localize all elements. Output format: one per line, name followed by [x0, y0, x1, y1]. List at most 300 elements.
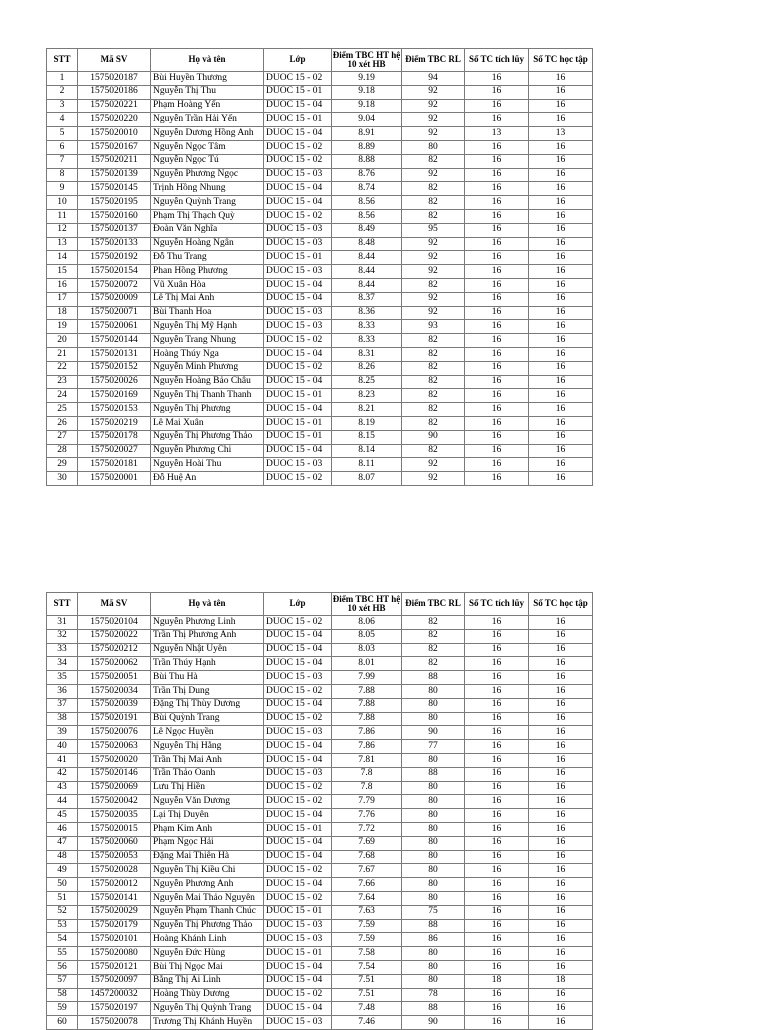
- cell-gpa: 8.19: [332, 416, 402, 430]
- cell-full-name: Hoàng Thúy Nga: [151, 347, 264, 361]
- cell-study-credits: 16: [529, 781, 593, 795]
- cell-full-name: Phạm Kim Anh: [151, 822, 264, 836]
- cell-class: DUOC 15 - 04: [264, 278, 332, 292]
- cell-full-name: Nguyễn Ngọc Tâm: [151, 140, 264, 154]
- cell-gpa: 7.88: [332, 712, 402, 726]
- cell-student-id: 1575020010: [78, 127, 151, 141]
- table-row: [47, 237, 593, 251]
- cell-conduct-score: 82: [402, 375, 465, 389]
- cell-accumulated-credits: 16: [465, 657, 529, 671]
- cell-conduct-score: 80: [402, 795, 465, 809]
- cell-study-credits: 16: [529, 458, 593, 472]
- table-row: [47, 334, 593, 348]
- cell-student-id: 1575020167: [78, 140, 151, 154]
- cell-accumulated-credits: 16: [465, 629, 529, 643]
- cell-class: DUOC 15 - 01: [264, 85, 332, 99]
- cell-student-id: 1575020012: [78, 878, 151, 892]
- cell-class: DUOC 15 - 03: [264, 320, 332, 334]
- cell-full-name: Nguyễn Trần Hải Yến: [151, 113, 264, 127]
- cell-accumulated-credits: 13: [465, 127, 529, 141]
- cell-student-id: 1575020063: [78, 740, 151, 754]
- cell-accumulated-credits: 16: [465, 726, 529, 740]
- cell-full-name: Nguyễn Hoàng Bảo Châu: [151, 375, 264, 389]
- cell-stt: 47: [47, 836, 78, 850]
- cell-full-name: Phạm Hoàng Yến: [151, 99, 264, 113]
- cell-gpa: 8.15: [332, 430, 402, 444]
- cell-full-name: Nguyễn Minh Phương: [151, 361, 264, 375]
- cell-gpa: 7.86: [332, 726, 402, 740]
- cell-conduct-score: 80: [402, 781, 465, 795]
- cell-study-credits: 16: [529, 629, 593, 643]
- cell-accumulated-credits: 16: [465, 836, 529, 850]
- cell-study-credits: 16: [529, 196, 593, 210]
- cell-accumulated-credits: 16: [465, 905, 529, 919]
- cell-student-id: 1575020080: [78, 947, 151, 961]
- cell-gpa: 7.59: [332, 933, 402, 947]
- cell-class: DUOC 15 - 02: [264, 864, 332, 878]
- cell-gpa: 8.23: [332, 389, 402, 403]
- cell-study-credits: 16: [529, 154, 593, 168]
- cell-conduct-score: 82: [402, 182, 465, 196]
- cell-gpa: 7.72: [332, 822, 402, 836]
- cell-gpa: 7.51: [332, 974, 402, 988]
- cell-accumulated-credits: 16: [465, 864, 529, 878]
- cell-class: DUOC 15 - 04: [264, 99, 332, 113]
- cell-stt: 3: [47, 99, 78, 113]
- cell-student-id: 1575020042: [78, 795, 151, 809]
- cell-stt: 4: [47, 113, 78, 127]
- cell-conduct-score: 88: [402, 1002, 465, 1016]
- cell-full-name: Nguyễn Thị Kiều Chi: [151, 864, 264, 878]
- cell-gpa: 7.68: [332, 850, 402, 864]
- cell-full-name: Phan Hồng Phương: [151, 265, 264, 279]
- cell-conduct-score: 82: [402, 643, 465, 657]
- cell-stt: 33: [47, 643, 78, 657]
- cell-study-credits: 16: [529, 988, 593, 1002]
- cell-student-id: 1575020001: [78, 472, 151, 486]
- table-row: [47, 389, 593, 403]
- cell-study-credits: 18: [529, 974, 593, 988]
- cell-student-id: 1575020153: [78, 403, 151, 417]
- table-row: [47, 671, 593, 685]
- cell-stt: 57: [47, 974, 78, 988]
- col-header-student-id: Mã SV: [78, 593, 151, 616]
- cell-full-name: Nguyễn Thị Hằng: [151, 740, 264, 754]
- cell-conduct-score: 82: [402, 334, 465, 348]
- cell-study-credits: 16: [529, 375, 593, 389]
- cell-full-name: Nguyễn Hoàng Ngân: [151, 237, 264, 251]
- cell-gpa: 8.88: [332, 154, 402, 168]
- cell-class: DUOC 15 - 02: [264, 72, 332, 86]
- cell-study-credits: 16: [529, 472, 593, 486]
- cell-study-credits: 16: [529, 767, 593, 781]
- table-row: [47, 278, 593, 292]
- cell-accumulated-credits: 18: [465, 974, 529, 988]
- cell-gpa: 9.19: [332, 72, 402, 86]
- cell-conduct-score: 80: [402, 684, 465, 698]
- cell-stt: 8: [47, 168, 78, 182]
- cell-full-name: Nguyễn Thị Phương Thảo: [151, 919, 264, 933]
- cell-accumulated-credits: 16: [465, 182, 529, 196]
- cell-study-credits: 16: [529, 643, 593, 657]
- cell-gpa: 8.07: [332, 472, 402, 486]
- cell-study-credits: 16: [529, 209, 593, 223]
- cell-class: DUOC 15 - 01: [264, 251, 332, 265]
- cell-stt: 51: [47, 891, 78, 905]
- cell-gpa: 7.79: [332, 795, 402, 809]
- col-header-stt: STT: [47, 49, 78, 72]
- cell-accumulated-credits: 16: [465, 891, 529, 905]
- cell-full-name: Nguyễn Phương Linh: [151, 616, 264, 630]
- col-header-gpa: Điểm TBC HT hệ 10 xét HB: [332, 593, 402, 616]
- cell-accumulated-credits: 16: [465, 919, 529, 933]
- cell-gpa: 8.33: [332, 320, 402, 334]
- cell-stt: 58: [47, 988, 78, 1002]
- cell-class: DUOC 15 - 04: [264, 347, 332, 361]
- cell-class: DUOC 15 - 01: [264, 430, 332, 444]
- cell-study-credits: 16: [529, 182, 593, 196]
- cell-study-credits: 16: [529, 919, 593, 933]
- cell-class: DUOC 15 - 03: [264, 726, 332, 740]
- cell-full-name: Hoàng Khánh Linh: [151, 933, 264, 947]
- table-row: [47, 347, 593, 361]
- cell-gpa: 7.69: [332, 836, 402, 850]
- table-row: [47, 209, 593, 223]
- cell-accumulated-credits: 16: [465, 671, 529, 685]
- cell-class: DUOC 15 - 03: [264, 306, 332, 320]
- cell-full-name: Nguyễn Đức Hùng: [151, 947, 264, 961]
- cell-class: DUOC 15 - 02: [264, 795, 332, 809]
- cell-stt: 41: [47, 753, 78, 767]
- cell-full-name: Bùi Thị Ngọc Mai: [151, 960, 264, 974]
- cell-accumulated-credits: 16: [465, 223, 529, 237]
- cell-conduct-score: 80: [402, 891, 465, 905]
- cell-full-name: Trần Thảo Oanh: [151, 767, 264, 781]
- cell-accumulated-credits: 16: [465, 196, 529, 210]
- cell-stt: 19: [47, 320, 78, 334]
- cell-stt: 55: [47, 947, 78, 961]
- table-row: [47, 850, 593, 864]
- cell-student-id: 1575020221: [78, 99, 151, 113]
- cell-class: DUOC 15 - 03: [264, 767, 332, 781]
- cell-stt: 21: [47, 347, 78, 361]
- cell-student-id: 1575020061: [78, 320, 151, 334]
- cell-class: DUOC 15 - 02: [264, 712, 332, 726]
- table-row: [47, 629, 593, 643]
- cell-conduct-score: 88: [402, 671, 465, 685]
- cell-study-credits: 16: [529, 72, 593, 86]
- cell-gpa: 8.21: [332, 403, 402, 417]
- cell-accumulated-credits: 16: [465, 444, 529, 458]
- cell-conduct-score: 77: [402, 740, 465, 754]
- table-row: [47, 822, 593, 836]
- cell-stt: 1: [47, 72, 78, 86]
- cell-study-credits: 16: [529, 347, 593, 361]
- cell-gpa: 7.99: [332, 671, 402, 685]
- cell-accumulated-credits: 16: [465, 85, 529, 99]
- table-row: [47, 375, 593, 389]
- cell-full-name: Đoàn Văn Nghĩa: [151, 223, 264, 237]
- table-row: [47, 616, 593, 630]
- cell-study-credits: 16: [529, 361, 593, 375]
- table-row: [47, 905, 593, 919]
- table-row: [47, 657, 593, 671]
- cell-stt: 45: [47, 809, 78, 823]
- cell-accumulated-credits: 16: [465, 72, 529, 86]
- table-row: [47, 320, 593, 334]
- cell-gpa: 8.48: [332, 237, 402, 251]
- cell-conduct-score: 80: [402, 850, 465, 864]
- cell-class: DUOC 15 - 03: [264, 237, 332, 251]
- cell-class: DUOC 15 - 02: [264, 616, 332, 630]
- cell-gpa: 8.25: [332, 375, 402, 389]
- cell-student-id: 1575020186: [78, 85, 151, 99]
- table-body: [47, 616, 593, 1030]
- cell-gpa: 7.54: [332, 960, 402, 974]
- cell-stt: 27: [47, 430, 78, 444]
- cell-conduct-score: 92: [402, 99, 465, 113]
- cell-full-name: Nguyễn Thị Phương Thảo: [151, 430, 264, 444]
- cell-accumulated-credits: 16: [465, 822, 529, 836]
- cell-stt: 37: [47, 698, 78, 712]
- col-header-student-id: Mã SV: [78, 49, 151, 72]
- cell-class: DUOC 15 - 01: [264, 389, 332, 403]
- cell-class: DUOC 15 - 01: [264, 947, 332, 961]
- cell-accumulated-credits: 16: [465, 361, 529, 375]
- cell-stt: 42: [47, 767, 78, 781]
- cell-accumulated-credits: 16: [465, 347, 529, 361]
- table-header-row: [47, 49, 593, 72]
- cell-gpa: 7.64: [332, 891, 402, 905]
- table-row: [47, 726, 593, 740]
- cell-full-name: Đặng Thị Thùy Dương: [151, 698, 264, 712]
- col-header-study-credits: Số TC học tập: [529, 49, 593, 72]
- cell-study-credits: 16: [529, 334, 593, 348]
- cell-stt: 53: [47, 919, 78, 933]
- cell-conduct-score: 82: [402, 209, 465, 223]
- col-header-accumulated-credits: Số TC tích lũy: [465, 49, 529, 72]
- cell-full-name: Nguyễn Thị Quỳnh Trang: [151, 1002, 264, 1016]
- cell-accumulated-credits: 16: [465, 712, 529, 726]
- cell-conduct-score: 82: [402, 629, 465, 643]
- table-row: [47, 643, 593, 657]
- cell-conduct-score: 82: [402, 389, 465, 403]
- cell-conduct-score: 80: [402, 753, 465, 767]
- cell-accumulated-credits: 16: [465, 781, 529, 795]
- cell-gpa: 8.56: [332, 209, 402, 223]
- cell-class: DUOC 15 - 01: [264, 416, 332, 430]
- cell-student-id: 1575020179: [78, 919, 151, 933]
- scholarship-table-1: [46, 48, 593, 486]
- cell-full-name: Lại Thị Duyên: [151, 809, 264, 823]
- cell-stt: 9: [47, 182, 78, 196]
- col-header-full-name: Họ và tên: [151, 49, 264, 72]
- cell-stt: 30: [47, 472, 78, 486]
- cell-student-id: 1575020178: [78, 430, 151, 444]
- cell-conduct-score: 90: [402, 726, 465, 740]
- table-row: [47, 947, 593, 961]
- cell-study-credits: 16: [529, 726, 593, 740]
- cell-student-id: 1575020137: [78, 223, 151, 237]
- cell-accumulated-credits: 16: [465, 878, 529, 892]
- cell-accumulated-credits: 16: [465, 643, 529, 657]
- cell-gpa: 7.8: [332, 781, 402, 795]
- table-row: [47, 361, 593, 375]
- cell-gpa: 7.81: [332, 753, 402, 767]
- cell-class: DUOC 15 - 03: [264, 933, 332, 947]
- cell-stt: 46: [47, 822, 78, 836]
- cell-study-credits: 16: [529, 278, 593, 292]
- table-row: [47, 472, 593, 486]
- cell-conduct-score: 92: [402, 113, 465, 127]
- cell-conduct-score: 88: [402, 919, 465, 933]
- cell-study-credits: 16: [529, 905, 593, 919]
- cell-gpa: 8.44: [332, 251, 402, 265]
- cell-conduct-score: 78: [402, 988, 465, 1002]
- cell-study-credits: 16: [529, 113, 593, 127]
- cell-conduct-score: 80: [402, 947, 465, 961]
- cell-full-name: Bùi Thanh Hoa: [151, 306, 264, 320]
- col-header-study-credits: Số TC học tập: [529, 593, 593, 616]
- cell-stt: 10: [47, 196, 78, 210]
- cell-conduct-score: 92: [402, 127, 465, 141]
- cell-gpa: 9.18: [332, 85, 402, 99]
- cell-class: DUOC 15 - 02: [264, 684, 332, 698]
- cell-accumulated-credits: 16: [465, 960, 529, 974]
- cell-gpa: 8.56: [332, 196, 402, 210]
- table-row: [47, 458, 593, 472]
- cell-accumulated-credits: 16: [465, 809, 529, 823]
- cell-class: DUOC 15 - 04: [264, 629, 332, 643]
- cell-class: DUOC 15 - 04: [264, 196, 332, 210]
- table-row: [47, 933, 593, 947]
- table-header-row: [47, 593, 593, 616]
- cell-study-credits: 16: [529, 430, 593, 444]
- cell-student-id: 1575020197: [78, 1002, 151, 1016]
- cell-gpa: 8.14: [332, 444, 402, 458]
- table-row: [47, 265, 593, 279]
- cell-stt: 7: [47, 154, 78, 168]
- table-row: [47, 251, 593, 265]
- cell-full-name: Nguyễn Văn Dương: [151, 795, 264, 809]
- cell-accumulated-credits: 16: [465, 209, 529, 223]
- cell-study-credits: 16: [529, 168, 593, 182]
- cell-accumulated-credits: 16: [465, 334, 529, 348]
- cell-conduct-score: 80: [402, 698, 465, 712]
- cell-study-credits: 16: [529, 1016, 593, 1030]
- cell-study-credits: 16: [529, 444, 593, 458]
- cell-study-credits: 16: [529, 416, 593, 430]
- table-row: [47, 960, 593, 974]
- cell-conduct-score: 80: [402, 864, 465, 878]
- table-row: [47, 306, 593, 320]
- col-header-conduct-score: Điểm TBC RL: [402, 593, 465, 616]
- cell-gpa: 8.03: [332, 643, 402, 657]
- cell-stt: 56: [47, 960, 78, 974]
- cell-class: DUOC 15 - 03: [264, 1016, 332, 1030]
- cell-student-id: 1575020101: [78, 933, 151, 947]
- cell-study-credits: 16: [529, 891, 593, 905]
- cell-accumulated-credits: 16: [465, 933, 529, 947]
- cell-full-name: Nguyễn Ngọc Tú: [151, 154, 264, 168]
- cell-full-name: Nguyễn Trang Nhung: [151, 334, 264, 348]
- cell-accumulated-credits: 16: [465, 292, 529, 306]
- cell-full-name: Nguyễn Dương Hồng Anh: [151, 127, 264, 141]
- cell-stt: 44: [47, 795, 78, 809]
- cell-student-id: 1575020060: [78, 836, 151, 850]
- cell-student-id: 1575020051: [78, 671, 151, 685]
- cell-student-id: 1575020220: [78, 113, 151, 127]
- cell-class: DUOC 15 - 02: [264, 781, 332, 795]
- cell-stt: 32: [47, 629, 78, 643]
- cell-stt: 50: [47, 878, 78, 892]
- cell-student-id: 1575020181: [78, 458, 151, 472]
- cell-accumulated-credits: 16: [465, 753, 529, 767]
- cell-class: DUOC 15 - 04: [264, 375, 332, 389]
- cell-student-id: 1575020139: [78, 168, 151, 182]
- cell-study-credits: 16: [529, 85, 593, 99]
- cell-gpa: 7.66: [332, 878, 402, 892]
- cell-stt: 49: [47, 864, 78, 878]
- cell-stt: 28: [47, 444, 78, 458]
- cell-full-name: Lưu Thị Hiền: [151, 781, 264, 795]
- cell-student-id: 1575020027: [78, 444, 151, 458]
- cell-study-credits: 16: [529, 864, 593, 878]
- table-row: [47, 753, 593, 767]
- cell-conduct-score: 82: [402, 154, 465, 168]
- cell-stt: 5: [47, 127, 78, 141]
- table-row: [47, 974, 593, 988]
- cell-full-name: Bùi Huyền Thương: [151, 72, 264, 86]
- table-row: [47, 196, 593, 210]
- cell-accumulated-credits: 16: [465, 416, 529, 430]
- cell-stt: 43: [47, 781, 78, 795]
- cell-student-id: 1575020133: [78, 237, 151, 251]
- cell-accumulated-credits: 16: [465, 458, 529, 472]
- cell-study-credits: 16: [529, 740, 593, 754]
- cell-student-id: 1575020154: [78, 265, 151, 279]
- cell-student-id: 1575020211: [78, 154, 151, 168]
- cell-conduct-score: 92: [402, 237, 465, 251]
- cell-gpa: 8.26: [332, 361, 402, 375]
- table-row: [47, 154, 593, 168]
- table-row: [47, 795, 593, 809]
- cell-student-id: 1575020071: [78, 306, 151, 320]
- cell-stt: 60: [47, 1016, 78, 1030]
- cell-full-name: Lê Thị Mai Anh: [151, 292, 264, 306]
- cell-stt: 17: [47, 292, 78, 306]
- cell-class: DUOC 15 - 02: [264, 472, 332, 486]
- cell-class: DUOC 15 - 04: [264, 836, 332, 850]
- cell-conduct-score: 92: [402, 472, 465, 486]
- cell-full-name: Lê Ngọc Huyền: [151, 726, 264, 740]
- cell-full-name: Trần Thị Mai Anh: [151, 753, 264, 767]
- cell-accumulated-credits: 16: [465, 140, 529, 154]
- cell-stt: 39: [47, 726, 78, 740]
- cell-class: DUOC 15 - 02: [264, 154, 332, 168]
- cell-accumulated-credits: 16: [465, 1016, 529, 1030]
- cell-class: DUOC 15 - 04: [264, 753, 332, 767]
- cell-study-credits: 16: [529, 1002, 593, 1016]
- cell-conduct-score: 92: [402, 85, 465, 99]
- cell-full-name: Lê Mai Xuân: [151, 416, 264, 430]
- cell-student-id: 1575020160: [78, 209, 151, 223]
- cell-gpa: 8.89: [332, 140, 402, 154]
- cell-conduct-score: 82: [402, 361, 465, 375]
- cell-gpa: 8.44: [332, 278, 402, 292]
- table-row: [47, 113, 593, 127]
- cell-class: DUOC 15 - 02: [264, 361, 332, 375]
